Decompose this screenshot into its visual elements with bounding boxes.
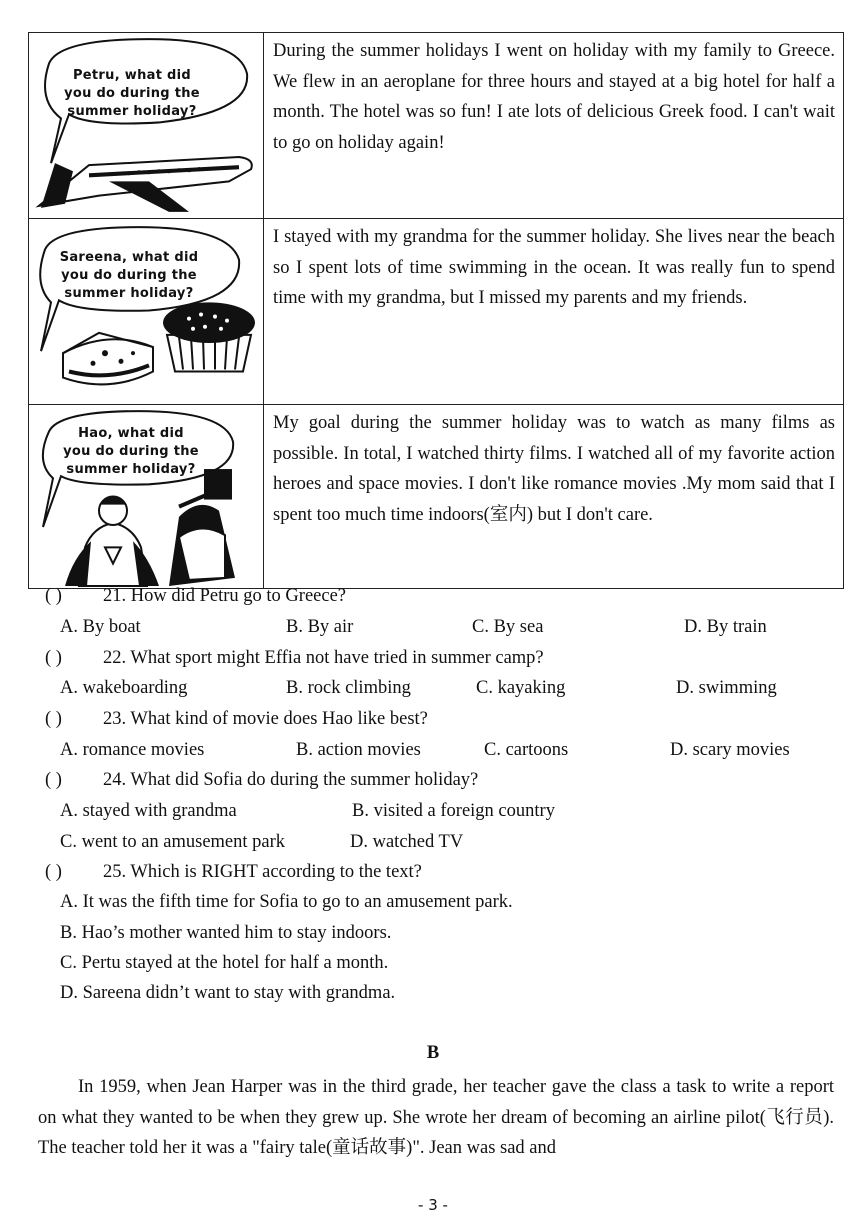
option-d: D. scary movies xyxy=(670,740,790,760)
answer-blank[interactable]: ( ) xyxy=(45,648,62,668)
question-25 xyxy=(45,862,422,883)
question-23 xyxy=(45,709,428,730)
question-stem: 22. What sport might Effia not have tried in summer camp? xyxy=(103,648,544,668)
speech-bubble-sareena: Sareena, what did you do during the summer holiday? xyxy=(59,250,199,301)
card-row-sareena xyxy=(29,219,844,405)
card-picture-sareena xyxy=(29,219,264,405)
answer-blank[interactable]: ( ) xyxy=(45,862,62,882)
question-24 xyxy=(45,770,478,791)
card-row-hao xyxy=(29,405,844,589)
option-d: D. swimming xyxy=(676,678,777,698)
cake-icon xyxy=(29,219,263,404)
card-picture-hao xyxy=(29,405,264,589)
option-b: B. action movies xyxy=(296,740,421,760)
question-stem: 24. What did Sofia do during the summer holiday? xyxy=(103,770,479,790)
card-row-petru xyxy=(29,33,844,219)
option-c: C. cartoons xyxy=(484,740,569,760)
answer-blank[interactable]: ( ) xyxy=(45,586,62,606)
option-a: A. It was the fifth time for Sofia to go to an amusement park. xyxy=(60,892,513,912)
card-text-petru: During the summer holidays I went on holiday with my family to Greece. We flew in an aeroplane for three hours and stayed at a big hotel for half a month. The hotel was so fun! I ate lots of delicious Greek food. I can't wait to go on holiday again! xyxy=(264,33,844,219)
option-d: D. watched TV xyxy=(350,832,464,852)
card-text-sareena: I stayed with my grandma for the summer holiday. She lives near the beach so I spent lots of time swimming in the ocean. It was really fun to spend time with my grandma, but I missed my parents and my friends. xyxy=(264,219,844,405)
option-b: B. Hao’s mother wanted him to stay indoors. xyxy=(60,923,392,943)
question-stem: 21. How did Petru go to Greece? xyxy=(103,586,347,606)
section-heading-b: B xyxy=(426,1043,440,1063)
option-d: D. By train xyxy=(684,617,767,637)
answer-blank[interactable]: ( ) xyxy=(45,770,62,790)
question-22 xyxy=(45,648,544,669)
option-b: B. rock climbing xyxy=(286,678,411,698)
card-picture-petru xyxy=(29,33,264,219)
question-stem: 23. What kind of movie does Hao like best? xyxy=(103,709,428,729)
card-text-hao: My goal during the summer holiday was to watch as many films as possible. In total, I watched thirty films. I watched all of my favorite action heroes and space movies. I don't like romance movies .My mom said that I spent too much time indoors(室内) but I don't care. xyxy=(264,405,844,589)
question-stem: 25. Which is RIGHT according to the text? xyxy=(103,862,422,882)
option-a: A. wakeboarding xyxy=(60,678,188,698)
page-number: - 3 - xyxy=(418,1196,448,1214)
question-21 xyxy=(45,586,346,607)
reading-table xyxy=(28,32,844,589)
option-a: A. romance movies xyxy=(60,740,205,760)
option-a: A. stayed with grandma xyxy=(60,801,237,821)
speech-bubble-hao: Hao, what did you do during the summer holiday? xyxy=(63,426,199,477)
option-c: C. went to an amusement park xyxy=(60,832,286,852)
airplane-icon xyxy=(29,33,263,218)
option-c: C. By sea xyxy=(472,617,544,637)
option-d: D. Sareena didn’t want to stay with grandma. xyxy=(60,983,396,1003)
answer-blank[interactable]: ( ) xyxy=(45,709,62,729)
option-c: C. Pertu stayed at the hotel for half a month. xyxy=(60,953,389,973)
option-b: B. visited a foreign country xyxy=(352,801,555,821)
option-c: C. kayaking xyxy=(476,678,566,698)
option-b: B. By air xyxy=(286,617,354,637)
option-a: A. By boat xyxy=(60,617,141,637)
passage-b: In 1959, when Jean Harper was in the third grade, her teacher gave the class a task to write a report on what they wanted to be when they grew up. She wrote her dream of becoming an airline pilot(飞行员). The teacher told her it was a "fairy tale(童话故事)". Jean was sad and xyxy=(38,1077,834,1158)
speech-bubble-petru: Petru, what did you do during the summer holiday? xyxy=(64,68,200,119)
